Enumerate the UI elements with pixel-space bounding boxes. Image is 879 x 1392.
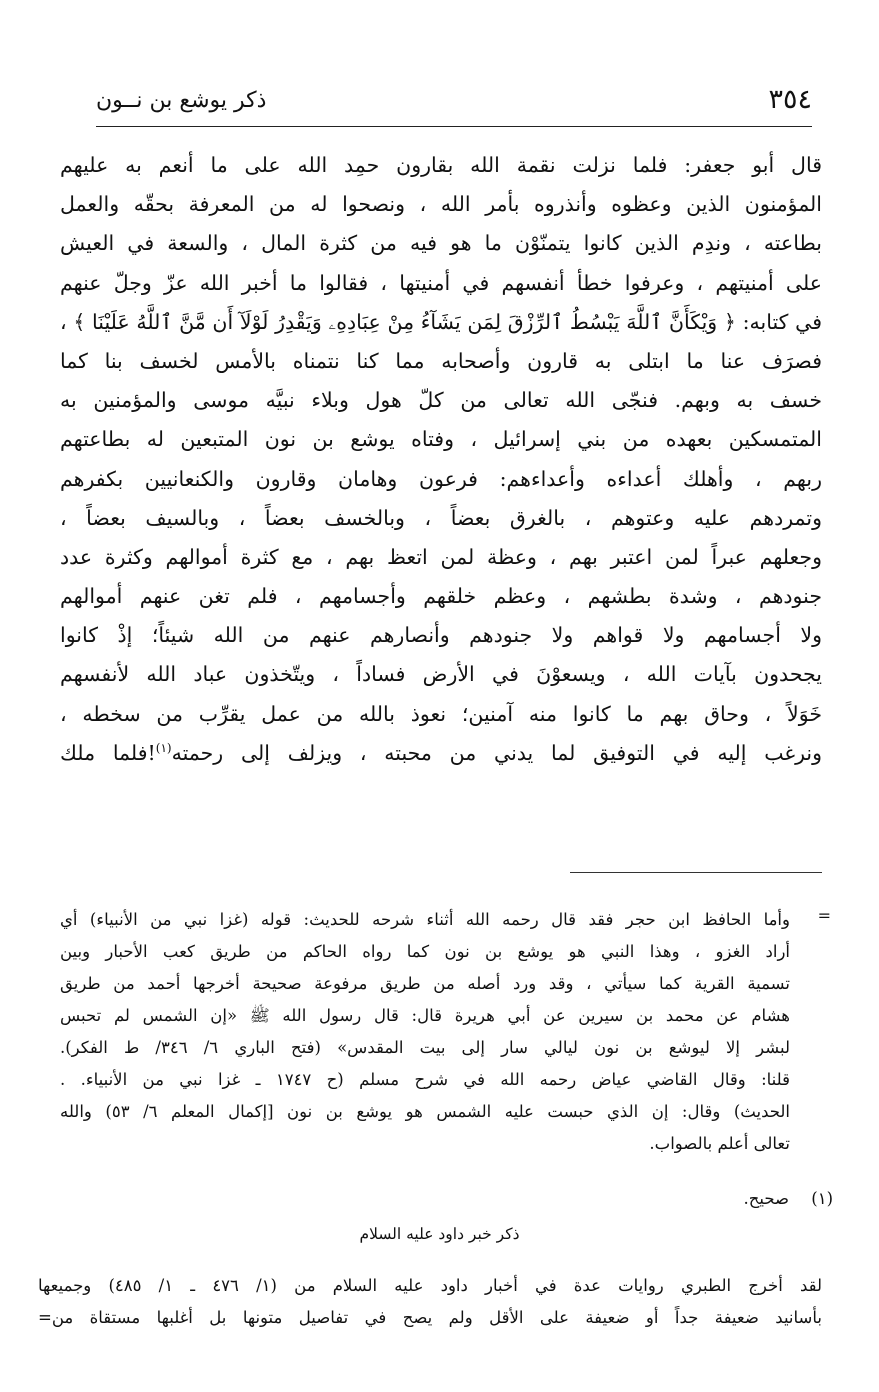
quran-verse-line: في كتابه: ﴿ وَيْكَأَنَّ ٱللَّهَ يَبْسُطُ ٱلرِّزْقَ لِمَن يَشَآءُ مِنْ عِبَادِهِۦ وَيَقْدِرُ لَوْلَآ أَن مَّنَّ ٱللَّهُ عَلَيْنَا ﴾ ، xyxy=(60,309,822,334)
text-line: المتمسكين بعهده من بني إسرائيل ، وفتاه يوشع بن نون المتبعين له بطاعتهم xyxy=(60,427,822,452)
footnote-line: وأما الحافظ ابن حجر فقد قال رحمه الله أثناء شرحه للحديث: قوله (غزا نبي من الأنبياء) أي xyxy=(60,910,790,929)
page-number: ٣٥٤ xyxy=(768,84,812,115)
text-segment: ونرغب إليه في التوفيق لما يدني من محبته ، ويزلف إلى رحمته xyxy=(171,740,822,765)
text-line: بطاعته ، وندِم الذين كانوا يتمنّوْن ما هو فيه من كثرة المال ، والسعة في العيش xyxy=(60,231,822,256)
text-line: ولا أجسامهم ولا قواهم ولا جنودهم وأنصارهم عنهم من الله شيئاً؛ إذْ كانوا xyxy=(60,623,822,648)
text-line: فصرَف عنا ما ابتلى به قارون وأصحابه مما كنا نتمناه بالأمس لخسف بنا كما xyxy=(60,348,822,373)
footnote-continued xyxy=(60,904,790,1160)
appendix-title: ذكر خبر داود عليه السلام xyxy=(359,1225,520,1243)
footnote-separator xyxy=(570,872,822,873)
footnote-line: قلنا: وقال القاضي عياض رحمه الله في شرح مسلم (ح ١٧٤٧ ـ غزا نبي من الأنبياء. . xyxy=(60,1070,790,1089)
appendix-note xyxy=(38,1270,822,1334)
footnote-reference[interactable]: (١) xyxy=(155,740,172,755)
appendix-line: بأسانيد ضعيفة جداً أو ضعيفة على الأقل ولم يصح في تفاصيل متونها بل أغلبها مستقاة من= xyxy=(38,1308,822,1327)
text-line: يجحدون بآيات الله ، ويسعوْنَ في الأرض فساداً ، ويتّخذون عباد الله لأنفسهم xyxy=(60,662,822,687)
footnote-marker: (١) xyxy=(811,1189,833,1208)
text-line-last xyxy=(60,734,822,773)
page-header xyxy=(96,84,812,124)
running-title: ذكر يوشع بن نــون xyxy=(96,88,267,113)
footnote-line: لبشر إلا ليوشع بن نون ليالي سار إلى بيت المقدس» (فتح الباري ٦/ ٣٤٦/ ط الفكر). xyxy=(60,1038,790,1057)
header-rule xyxy=(96,126,812,127)
text-line: على أمنيتهم ، وعرفوا خطأ أنفسهم في أمنيتها ، فقالوا ما أخبر الله عزّ وجلّ عنهم xyxy=(60,270,822,295)
text-line: خسف به وبهم. فنجّى الله تعالى من كلّ هول وبلاء نبيَّه موسى والمؤمنين به xyxy=(60,388,822,413)
text-line: قال أبو جعفر: فلما نزلت نقمة الله بقارون حمِد الله على ما أنعم به عليهم xyxy=(60,153,822,177)
footnote-line: تعالى أعلم بالصواب. xyxy=(649,1134,790,1153)
footnote-line: تسمية القرية كما سيأتي ، وقد ورد أصله من طريق مرفوعة صحيحة أخرجها أحمد من طريق xyxy=(60,974,790,993)
appendix-line: لقد أخرج الطبري روايات عدة في أخبار داود عليه السلام من (١/ ٤٧٦ ـ ١/ ٤٨٥) وجميعها xyxy=(38,1276,822,1295)
text-line: خَوَلاً ، وحاق بهم ما كانوا منه آمنين؛ نعوذ بالله من عمل يقرِّب من سخطه ، xyxy=(60,701,822,726)
footnote-line: أراد الغزو ، وهذا النبي هو يوشع بن نون كما رواه الحاكم من طريق كعب الأحبار وبين xyxy=(60,942,790,961)
footnote-line: هشام عن محمد بن سيرين عن أبي هريرة قال: قال رسول الله ﷺ «إن الشمس لم تحبس xyxy=(60,1006,790,1025)
text-line: وتمردهم عليه وعتوهم ، بالغرق بعضاً ، وبالخسف بعضاً ، وبالسيف بعضاً ، xyxy=(60,505,822,530)
text-line: ربهم ، وأهلك أعداءه وأعداءهم: فرعون وهامان وقارون والكنعانيين بكفرهم xyxy=(60,466,822,491)
text-line: المؤمنون الذين وعظوه وأنذروه بأمر الله ، ونصحوا له من المعرفة بحقّه والعمل xyxy=(60,192,822,217)
text-line: وجعلهم عبراً لمن اعتبر بهم ، وعظة لمن اتعظ بهم ، مع كثرة أموالهم وكثرة عدد xyxy=(60,544,822,569)
continuation-mark: = xyxy=(817,906,831,925)
footnote-line: الحديث) وقال: إن الذي حبست عليه الشمس هو يوشع بن نون [إكمال المعلم ٦/ ٥٣) والله xyxy=(60,1102,790,1121)
text-line: جنودهم ، وشدة بطشهم ، وعظم خلقهم وأجسامهم ، فلم تغن عنهم أموالهم xyxy=(60,584,822,609)
footnote-text: صحيح. xyxy=(743,1189,789,1208)
text-segment: !فلما ملك xyxy=(60,740,156,765)
main-text xyxy=(60,146,822,773)
